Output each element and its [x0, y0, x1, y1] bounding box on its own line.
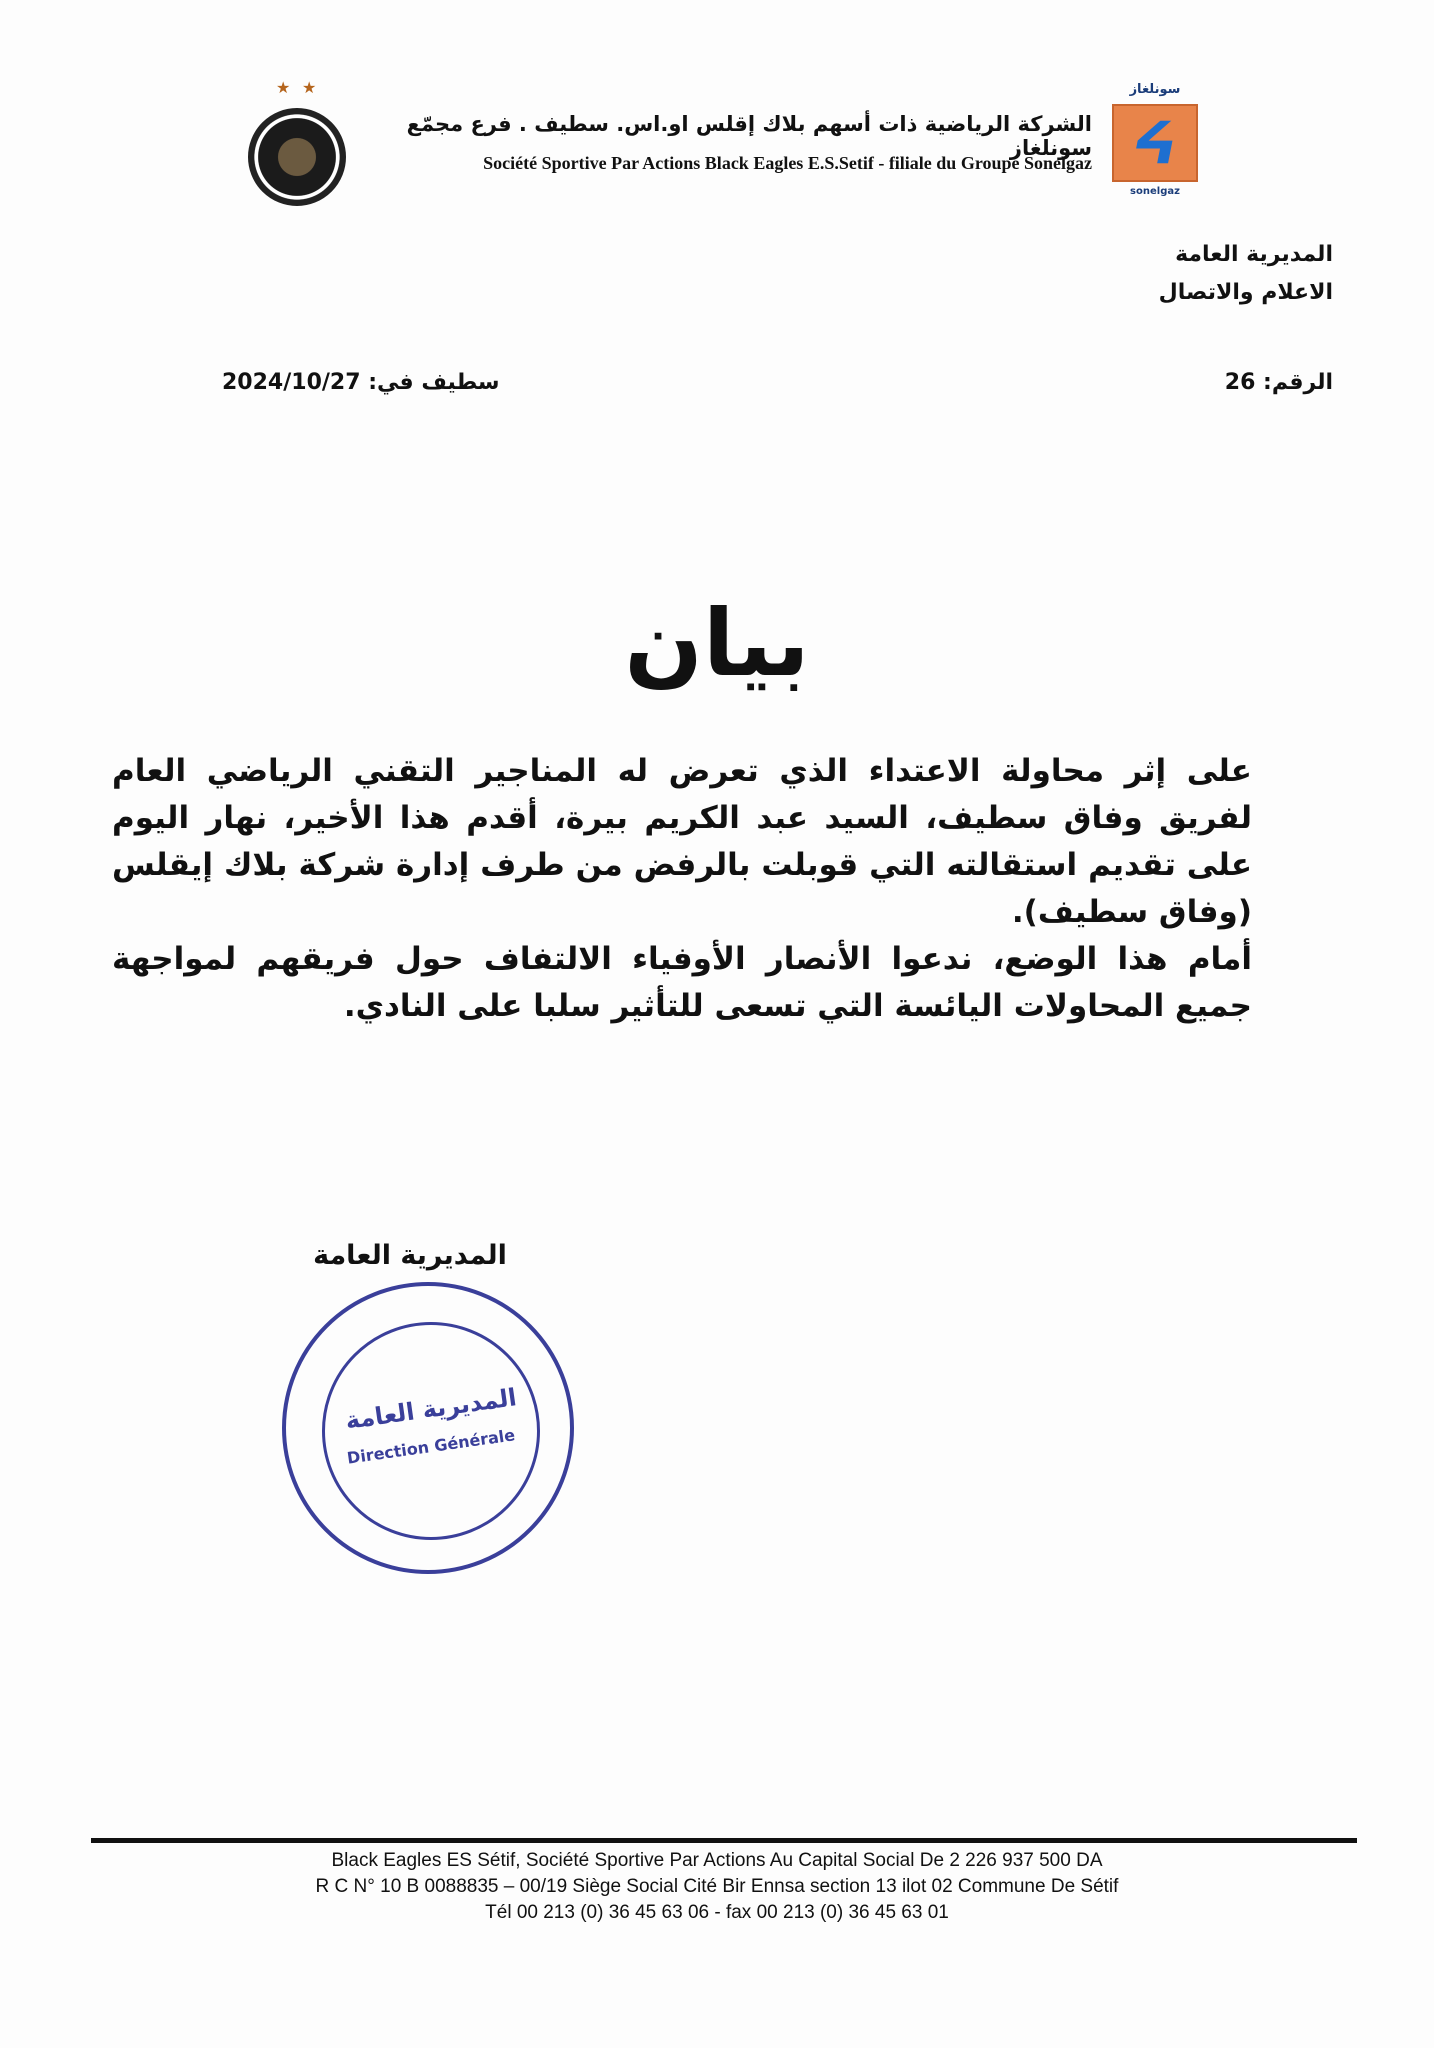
footer-line-1: Black Eagles ES Sétif, Société Sportive Par Actions Au Capital Social De 2 226 937 500 DA [331, 1850, 1103, 1871]
star-icon: ★ [276, 78, 291, 97]
department-line2: الاعلام والاتصال [1158, 280, 1333, 305]
stamp-text-french: Direction Générale [345, 1425, 517, 1468]
company-name-arabic: الشركة الرياضية ذات أسهم بلاك إقلس او.اس. سطيف . فرع مجمّع سونلغاز [406, 112, 1092, 160]
star-icon: ★ [302, 78, 317, 97]
statement-body [112, 748, 1252, 1030]
reference-number: الرقم: 26 [1224, 370, 1333, 395]
date-value: 2024/10/27 [222, 370, 361, 395]
sonelgaz-logo: ᔦ [1112, 104, 1198, 182]
sonelgaz-name: sonelgaz [1130, 186, 1180, 197]
department-line1: المديرية العامة [1175, 242, 1333, 267]
footer-divider [91, 1838, 1357, 1843]
footer-line-3: Tél 00 213 (0) 36 45 63 06 - fax 00 213 (0) 36 45 63 01 [485, 1902, 949, 1923]
date-label: سطيف في: [368, 370, 500, 395]
club-logo [248, 108, 346, 206]
sonelgaz-name-arabic: سونلغاز [1129, 82, 1181, 97]
company-name-french: Société Sportive Par Actions Black Eagles E.S.Setif - filiale du Groupe Sonelgaz [483, 153, 1092, 173]
paragraph-2: أمام هذا الوضع، ندعوا الأنصار الأوفياء الالتفاف حول فريقهم لمواجهة جميع المحاولات اليائسة التي تسعى للتأثير سلبا على النادي. [112, 941, 1252, 1024]
official-stamp [282, 1282, 574, 1574]
document-title: بيان [624, 590, 810, 697]
stamp-text-arabic: المديرية العامة [343, 1383, 519, 1435]
paragraph-1: على إثر محاولة الاعتداء الذي تعرض له المناجير التقني الرياضي العام لفريق وفاق سطيف، السيد عبد الكريم بيرة، أقدم هذا الأخير، نهار اليوم على تقديم استقالته التي قوبلت بالرفض من طرف إدارة شركة بلاك إيقلس (وفاق سطيف). [112, 753, 1252, 930]
footer-line-2: R C N° 10 B 0088835 – 00/19 Siège Social Cité Bir Ennsa section 13 ilot 02 Commune De Sétif [315, 1876, 1119, 1897]
date-line [222, 370, 500, 395]
signature-title: المديرية العامة [313, 1240, 507, 1271]
